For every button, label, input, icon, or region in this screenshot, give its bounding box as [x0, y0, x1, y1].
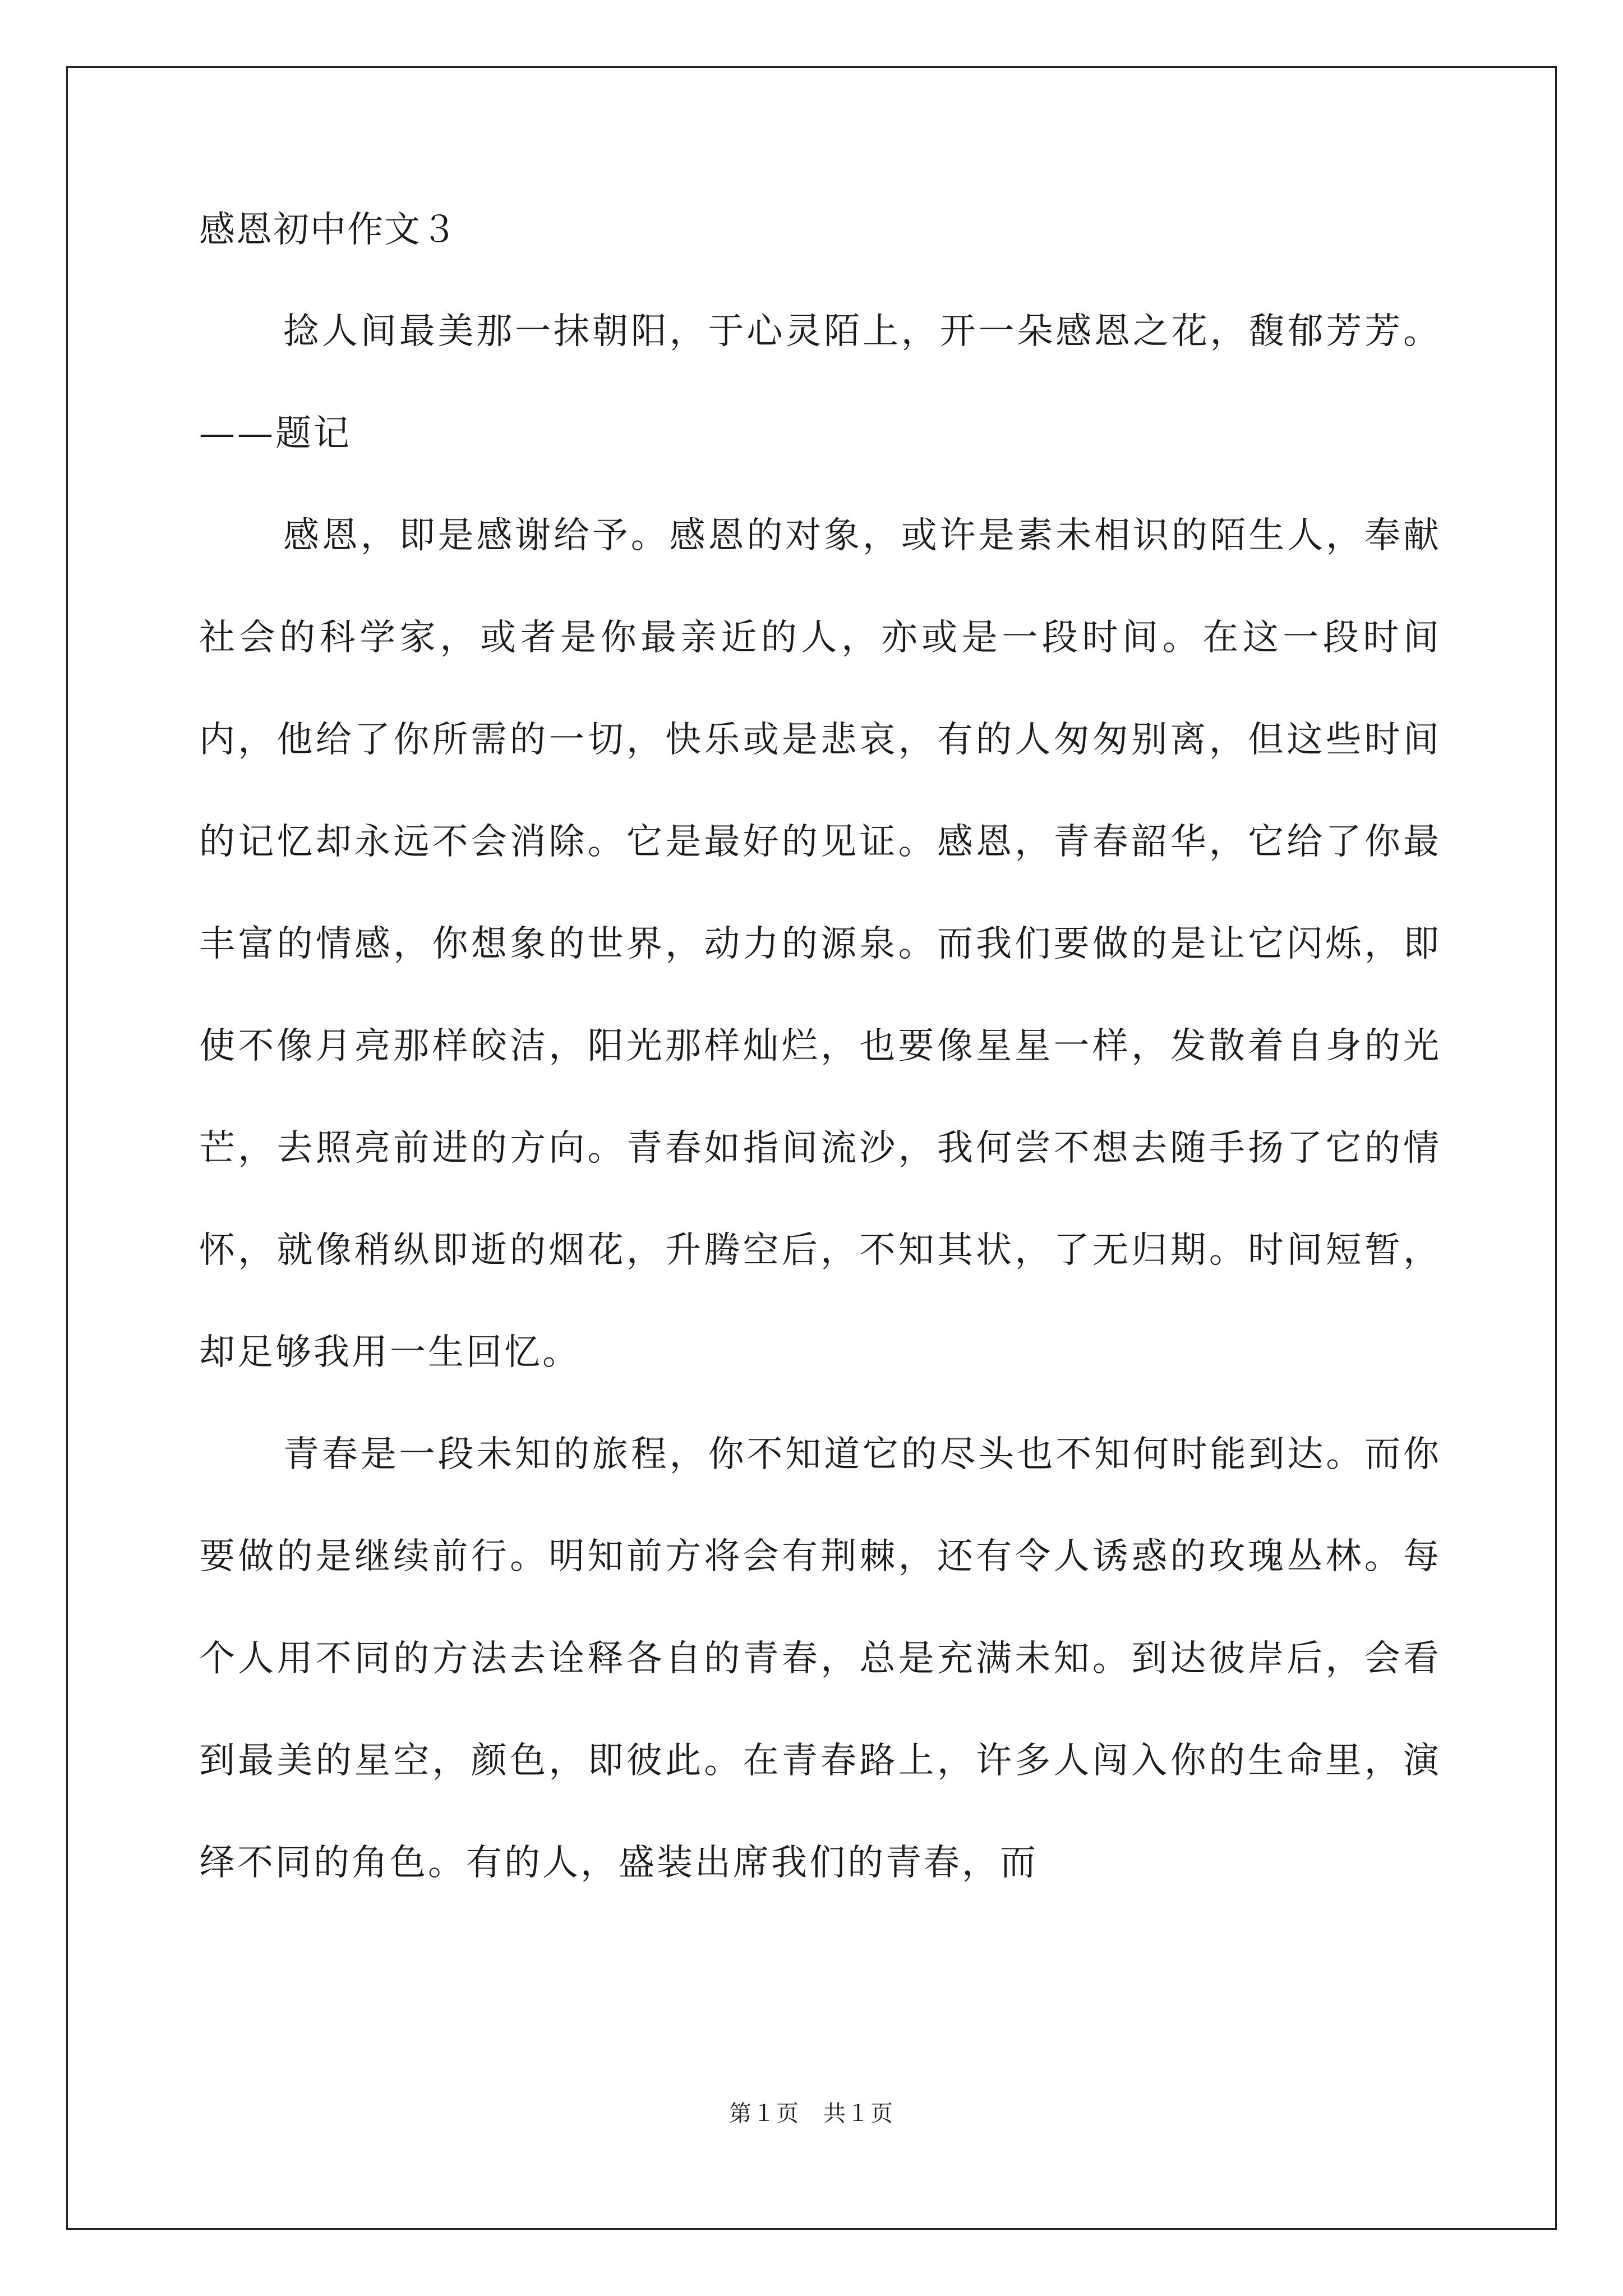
document-body [199, 202, 1441, 1914]
paragraph-gratitude: 感恩，即是感谢给予。感恩的对象，或许是素未相识的陌生人，奉献社会的科学家，或者是你最亲近的人，亦或是一段时间。在这一段时间内，他给了你所需的一切，快乐或是悲哀，有的人匆匆别离，但这些时间的记忆却永远不会消除。它是最好的见证。感恩，青春韶华，它给了你最丰富的情感，你想象的世界，动力的源泉。而我们要做的是让它闪烁，即使不像月亮那样皎洁，阳光那样灿烂，也要像星星一样，发散着自身的光芒，去照亮前进的方向。青春如指间流沙，我何尝不想去随手扬了它的情怀，就像稍纵即逝的烟花，升腾空后，不知其状，了无归期。时间短暂，却足够我用一生回忆。 [199, 515, 1441, 1373]
document-title: 感恩初中作文３ [199, 209, 458, 251]
paragraph-epigraph: 捻人间最美那一抹朝阳，于心灵陌上，开一朵感恩之花，馥郁芳芳。——题记 [199, 311, 1441, 454]
paragraph-youth-journey: 青春是一段未知的旅程，你不知道它的尽头也不知何时能到达。而你要做的是继续前行。明知前方将会有荆棘，还有令人诱惑的玫瑰丛林。每个人用不同的方法去诠释各自的青春，总是充满未知。到达彼岸后，会看到最美的星空，颜色，即彼此。在青春路上，许多人闯入你的生命里，演绎不同的角色。有的人，盛装出席我们的青春，而 [199, 1434, 1441, 1884]
page-number-footer: 第１页 共１页 [729, 2101, 894, 2127]
